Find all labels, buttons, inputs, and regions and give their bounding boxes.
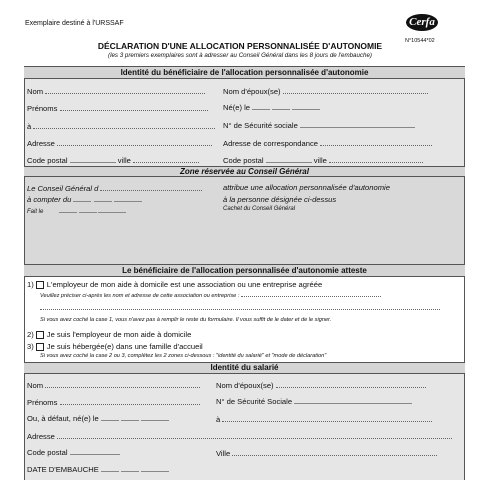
case-2-3-note: Si vous avez coché la case 2 ou 3, complétez les 2 zones ci-dessous : "identité du salarié" et "mode de déclaration" xyxy=(40,353,327,359)
form-number: N°10544*02 xyxy=(405,38,435,44)
personne-designee-text: à la personne désignée ci-dessus xyxy=(223,195,337,204)
beneficiary-birthdate-field[interactable]: Né(e) le xyxy=(223,103,320,112)
salarie-nom-epoux-field[interactable]: Nom d'époux(se) xyxy=(216,380,426,390)
beneficiary-code-postal-field[interactable]: Code postal ville xyxy=(27,155,199,165)
option-3-checkbox[interactable] xyxy=(36,343,44,351)
option-3-row[interactable]: 3) Je suis hébergée(e) dans une famille d'accueil xyxy=(27,342,203,351)
copy-destination-note: Exemplaire destiné à l'URSSAF xyxy=(25,20,124,27)
beneficiary-nom-field[interactable]: Nom xyxy=(27,86,205,96)
salarie-date-embauche-field[interactable]: DATE D'EMBAUCHE xyxy=(27,465,169,474)
salarie-secu-field[interactable]: N° de Sécurité Sociale xyxy=(216,397,412,406)
section-salarie-header: Identité du salarié xyxy=(24,362,465,374)
option-2-row[interactable]: 2) Je suis l'employeur de mon aide à domicile xyxy=(27,330,192,339)
beneficiary-nom-epoux-field[interactable]: Nom d'époux(se) xyxy=(223,86,428,96)
section-atteste-header: Le bénéficiaire de l'allocation personnalisée d'autonomie atteste xyxy=(24,264,465,277)
beneficiary-adresse-field[interactable]: Adresse xyxy=(27,138,212,148)
beneficiary-adresse-corr-field[interactable]: Adresse de correspondance xyxy=(223,138,432,148)
salarie-code-postal-field[interactable]: Code postal xyxy=(27,448,120,457)
form-title: DÉCLARATION D'UNE ALLOCATION PERSONNALISÉE D'AUTONOMIE xyxy=(97,41,383,51)
conseil-general-field[interactable]: Le Conseil Général d xyxy=(27,183,202,193)
attribue-text: attribue une allocation personnalisée d'autonomie xyxy=(223,183,390,192)
case-1-note: Si vous avez coché la case 1, vous n'avez pas à remplir le reste du formulaire. Il vous suffit de le dater et de le signer. xyxy=(40,317,332,323)
section-conseil-header: Zone réservée au Conseil Général xyxy=(24,166,465,177)
beneficiary-prenoms-field[interactable]: Prénoms xyxy=(27,103,208,113)
salarie-nom-field[interactable]: Nom xyxy=(27,380,200,390)
option-2-checkbox[interactable] xyxy=(36,331,44,339)
fait-le-field[interactable]: Fait le xyxy=(27,206,126,215)
option-1-details-field[interactable]: Veuillez préciser ci-après les nom et adresse de cette association ou entreprise : xyxy=(40,291,381,299)
section-beneficiary-header: Identité du bénéficiaire de l'allocation personnalisée d'autonomie xyxy=(24,66,465,79)
option-1-checkbox[interactable] xyxy=(36,281,44,289)
option-1-details-line[interactable] xyxy=(40,309,440,310)
form-subtitle: (les 3 premiers exemplaires sont à adresser au Conseil Général dans les 8 jours de l'embauche) xyxy=(108,52,372,59)
cerfa-logo: Cerfa xyxy=(406,14,438,31)
beneficiary-corr-code-postal-field[interactable]: Code postal ville xyxy=(223,155,423,165)
salarie-birthdate-field[interactable]: Ou, à défaut, né(e) le xyxy=(27,414,169,423)
beneficiary-secu-field[interactable]: N° de Sécurité sociale xyxy=(223,121,415,130)
cachet-label: Cachet du Conseil Général xyxy=(223,206,296,212)
a-compter-du-field[interactable]: à compter du xyxy=(27,195,142,204)
salarie-ville-field[interactable]: Ville xyxy=(216,448,437,458)
option-1-row[interactable]: 1) L'employeur de mon aide à domicile est une association ou une entreprise agréée xyxy=(27,280,323,289)
salarie-adresse-field[interactable]: Adresse xyxy=(27,431,452,441)
salarie-prenoms-field[interactable]: Prénoms xyxy=(27,397,200,407)
beneficiary-birthplace-field[interactable]: à xyxy=(27,121,215,131)
salarie-birthplace-field[interactable]: à xyxy=(216,414,432,424)
